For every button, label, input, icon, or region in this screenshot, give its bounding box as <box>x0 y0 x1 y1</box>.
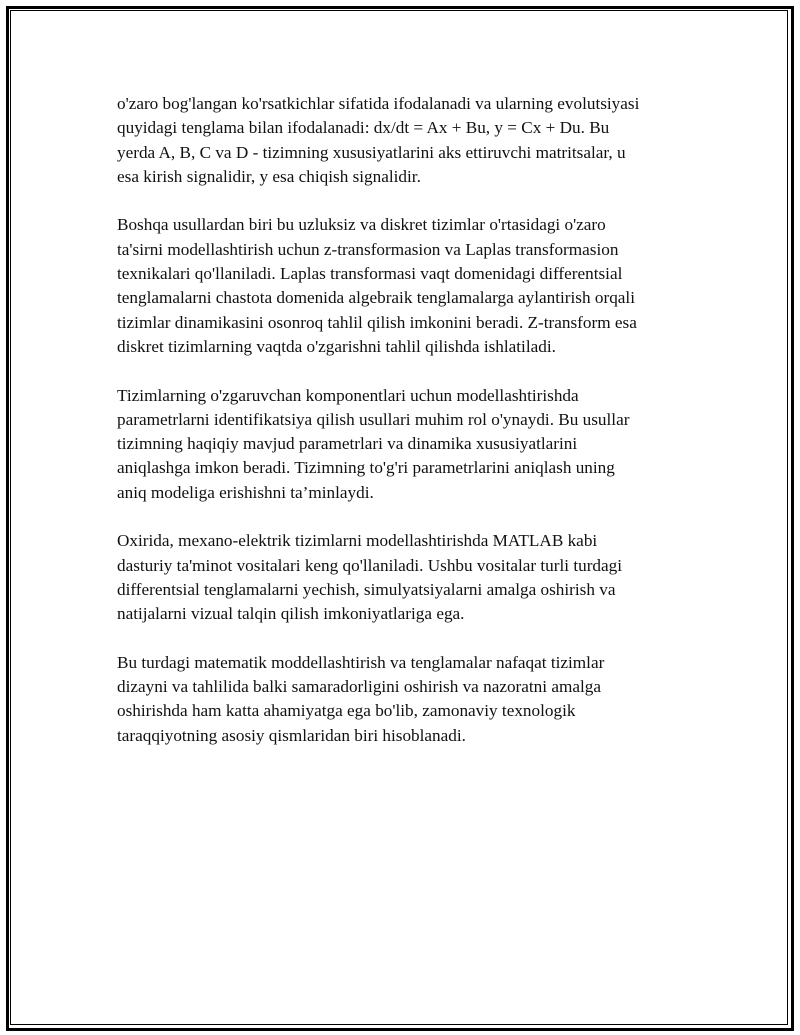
paragraph-4: Oxirida, mexano-elektrik tizimlarni modellashtirishda MATLAB kabi dasturiy ta'minot vositalari keng qo'llaniladi. Ushbu vositalar turli turdagi differentsial tenglamalarni yechish, simulyatsiyalarni amalga oshirish va natijalarni vizual talqin qilish imkoniyatlariga ega. <box>117 531 623 624</box>
paragraph-5: Bu turdagi matematik moddellashtirish va tenglamalar nafaqat tizimlar dizayni va tahlilida balki samaradorligini oshirish va nazoratni amalga oshirishda ham katta ahamiyatga ega bo'lib, zamonaviy texnologik taraqqiyotning asosiy qismlaridan biri hisoblanadi. <box>117 652 605 745</box>
paragraph-2: Boshqa usullardan biri bu uzluksiz va diskret tizimlar o'rtasidagi o'zaro ta'sirni modellashtirish uchun z-transformasion va Laplas transformasion texnikalari qo'llaniladi. Laplas transformasi vaqt domenidagi differentsial tenglamalarni chastota domenida algebraik tenglamalarga aylantirish orqali tizimlar dinamikasini osonroq tahlil qilish imkonini beradi. Z-transform esa diskret tizimlarning vaqtda o'zgarishni tahlil qilishda ishlatiladi. <box>117 215 637 356</box>
paragraph-3: Tizimlarning o'zgaruvchan komponentlari uchun modellashtirishda parametrlarni identifikatsiya qilish usullari muhim rol o'ynaydi. Bu usullar tizimning haqiqiy mavjud parametrlari va dinamika xususiyatlarini aniqlashga imkon beradi. Tizimning to'g'ri parametrlarini aniqlash uning aniq modeliga erishishni ta’minlaydi. <box>117 385 630 502</box>
paragraph-1: o'zaro bog'langan ko'rsatkichlar sifatida ifodalanadi va ularning evolutsiyasi quyidagi tenglama bilan ifodalanadi: dx/dt = Ax + Bu, y = Cx + Du. Bu yerda A, B, C va D - tizimning xususiyatlarini aks ettiruvchi matritsalar, u esa kirish signalidir, y esa chiqish signalidir. <box>117 94 640 186</box>
document-body <box>117 92 697 772</box>
